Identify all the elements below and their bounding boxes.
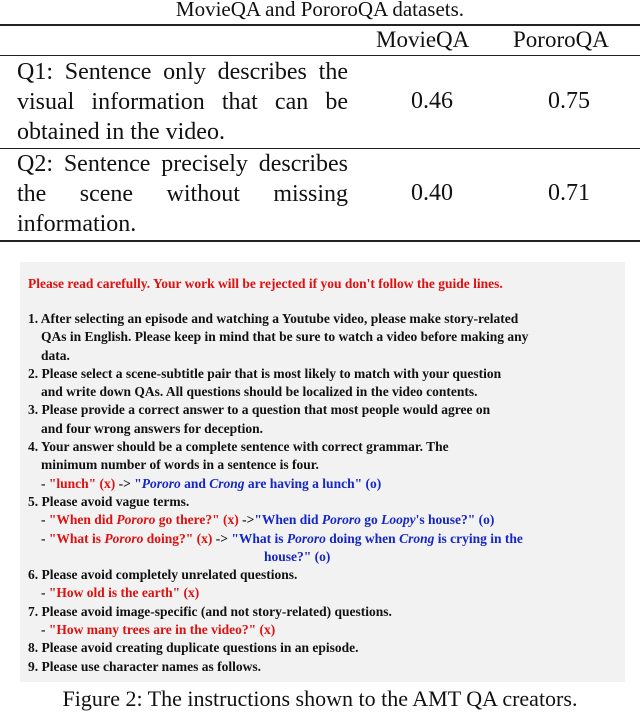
good-rest: are having a lunch" xyxy=(247,475,363,491)
good-example-cont: house?" xyxy=(264,548,312,564)
example-5a xyxy=(28,511,623,529)
instruction-2-cont: and write down QAs. All questions should be localized in the video contents. xyxy=(41,384,478,400)
dash: - xyxy=(41,530,46,546)
row1-question: Q1: Sentence only describes the visual information that can be obtained in the video. xyxy=(17,59,348,145)
text: "When did xyxy=(254,512,319,528)
text: doing when xyxy=(329,530,396,546)
instruction-3-cont: and four wrong answers for deception. xyxy=(41,420,264,436)
bad-example: "lunch" xyxy=(48,475,97,491)
name-loopy: Loopy xyxy=(381,512,416,528)
name-pororo: Pororo xyxy=(286,530,326,546)
text: is crying in the xyxy=(437,530,523,546)
instruction-4: 4. Your answer should be a complete sentence with correct grammar. The xyxy=(28,439,449,455)
text: doing?" xyxy=(146,530,194,546)
instructions-panel xyxy=(20,262,625,682)
dash: - xyxy=(41,622,46,638)
name-pororo: Pororo xyxy=(116,512,156,528)
row1-movieqa: 0.46 xyxy=(411,88,453,114)
example-4 xyxy=(28,475,623,493)
header-pororoqa: PororoQA xyxy=(513,27,609,52)
x-mark: (x) xyxy=(223,512,239,528)
good-example xyxy=(254,512,475,527)
x-mark: (x) xyxy=(259,622,276,638)
example-7 xyxy=(28,621,623,639)
good-example xyxy=(231,531,522,546)
example-6 xyxy=(28,584,623,602)
name-pororo: Pororo xyxy=(141,475,181,491)
row2-pororoqa: 0.71 xyxy=(548,180,590,206)
example-5b xyxy=(28,530,623,548)
bad-example: "How old is the earth" xyxy=(48,585,181,601)
instruction-3: 3. Please provide a correct answer to a question that most people would agree on xyxy=(28,402,491,418)
dash: - xyxy=(41,585,46,601)
table-top-rule xyxy=(0,24,640,26)
good-example xyxy=(134,476,362,491)
row2-movieqa: 0.40 xyxy=(411,180,453,206)
dash: - xyxy=(41,475,46,491)
text: go there?" xyxy=(158,512,220,528)
name-crong: Crong xyxy=(399,530,435,546)
name-pororo: Pororo xyxy=(104,530,144,546)
arrow: -> xyxy=(215,530,228,546)
text: 's house?" xyxy=(415,512,476,528)
row2-question: Q2: Sentence precisely describes the scene without missing information. xyxy=(17,151,348,237)
header-rule xyxy=(0,55,640,56)
table-bottom-rule xyxy=(0,240,640,242)
dash: - xyxy=(41,512,46,528)
instruction-1-cont: QAs in English. Please keep in mind that be sure to watch a video before making any xyxy=(41,329,529,345)
text: "What is xyxy=(231,530,284,546)
x-mark: (x) xyxy=(183,585,200,601)
o-mark: (o) xyxy=(478,512,495,528)
warning-text: Please read carefully. Your work will be rejected if you don't follow the guide lines. xyxy=(28,276,503,291)
quote: " xyxy=(134,475,142,491)
example-5b-cont xyxy=(28,548,623,566)
instruction-9: 9. Please use character names as follows. xyxy=(28,658,261,674)
instruction-8: 8. Please avoid creating duplicate questions in an episode. xyxy=(28,640,359,656)
instruction-6: 6. Please avoid completely unrelated questions. xyxy=(28,567,298,583)
table-caption-fragment: MovieQA and PororoQA datasets. xyxy=(175,0,465,21)
text: "What is xyxy=(48,530,102,546)
text: "When did xyxy=(48,512,114,528)
instruction-5: 5. Please avoid vague terms. xyxy=(28,493,190,509)
o-mark: (o) xyxy=(314,548,331,564)
word-and: and xyxy=(184,475,206,491)
instruction-7: 7. Please avoid image-specific (and not story-related) questions. xyxy=(28,603,392,619)
header-movieqa: MovieQA xyxy=(376,27,470,52)
bad-example xyxy=(49,512,220,527)
bad-example xyxy=(49,531,193,546)
instruction-list xyxy=(28,310,623,676)
instruction-2: 2. Please select a scene-subtitle pair that is most likely to match with your question xyxy=(28,365,502,381)
instruction-4-cont: minimum number of words in a sentence is four. xyxy=(41,457,319,473)
o-mark: (o) xyxy=(365,475,382,491)
bad-example: "How many trees are in the video?" xyxy=(48,622,257,638)
x-mark: (x) xyxy=(99,475,116,491)
instruction-1-cont2: data. xyxy=(41,347,70,363)
figure-caption: Figure 2: The instructions shown to the AMT QA creators. xyxy=(62,686,578,711)
text: go xyxy=(364,512,378,528)
arrow: -> xyxy=(242,512,255,528)
row1-pororoqa: 0.75 xyxy=(548,88,590,114)
name-crong: Crong xyxy=(209,475,245,491)
arrow: -> xyxy=(118,475,131,491)
name-pororo: Pororo xyxy=(321,512,361,528)
instruction-1: 1. After selecting an episode and watching a Youtube video, please make story-related xyxy=(28,311,519,326)
x-mark: (x) xyxy=(196,530,213,546)
